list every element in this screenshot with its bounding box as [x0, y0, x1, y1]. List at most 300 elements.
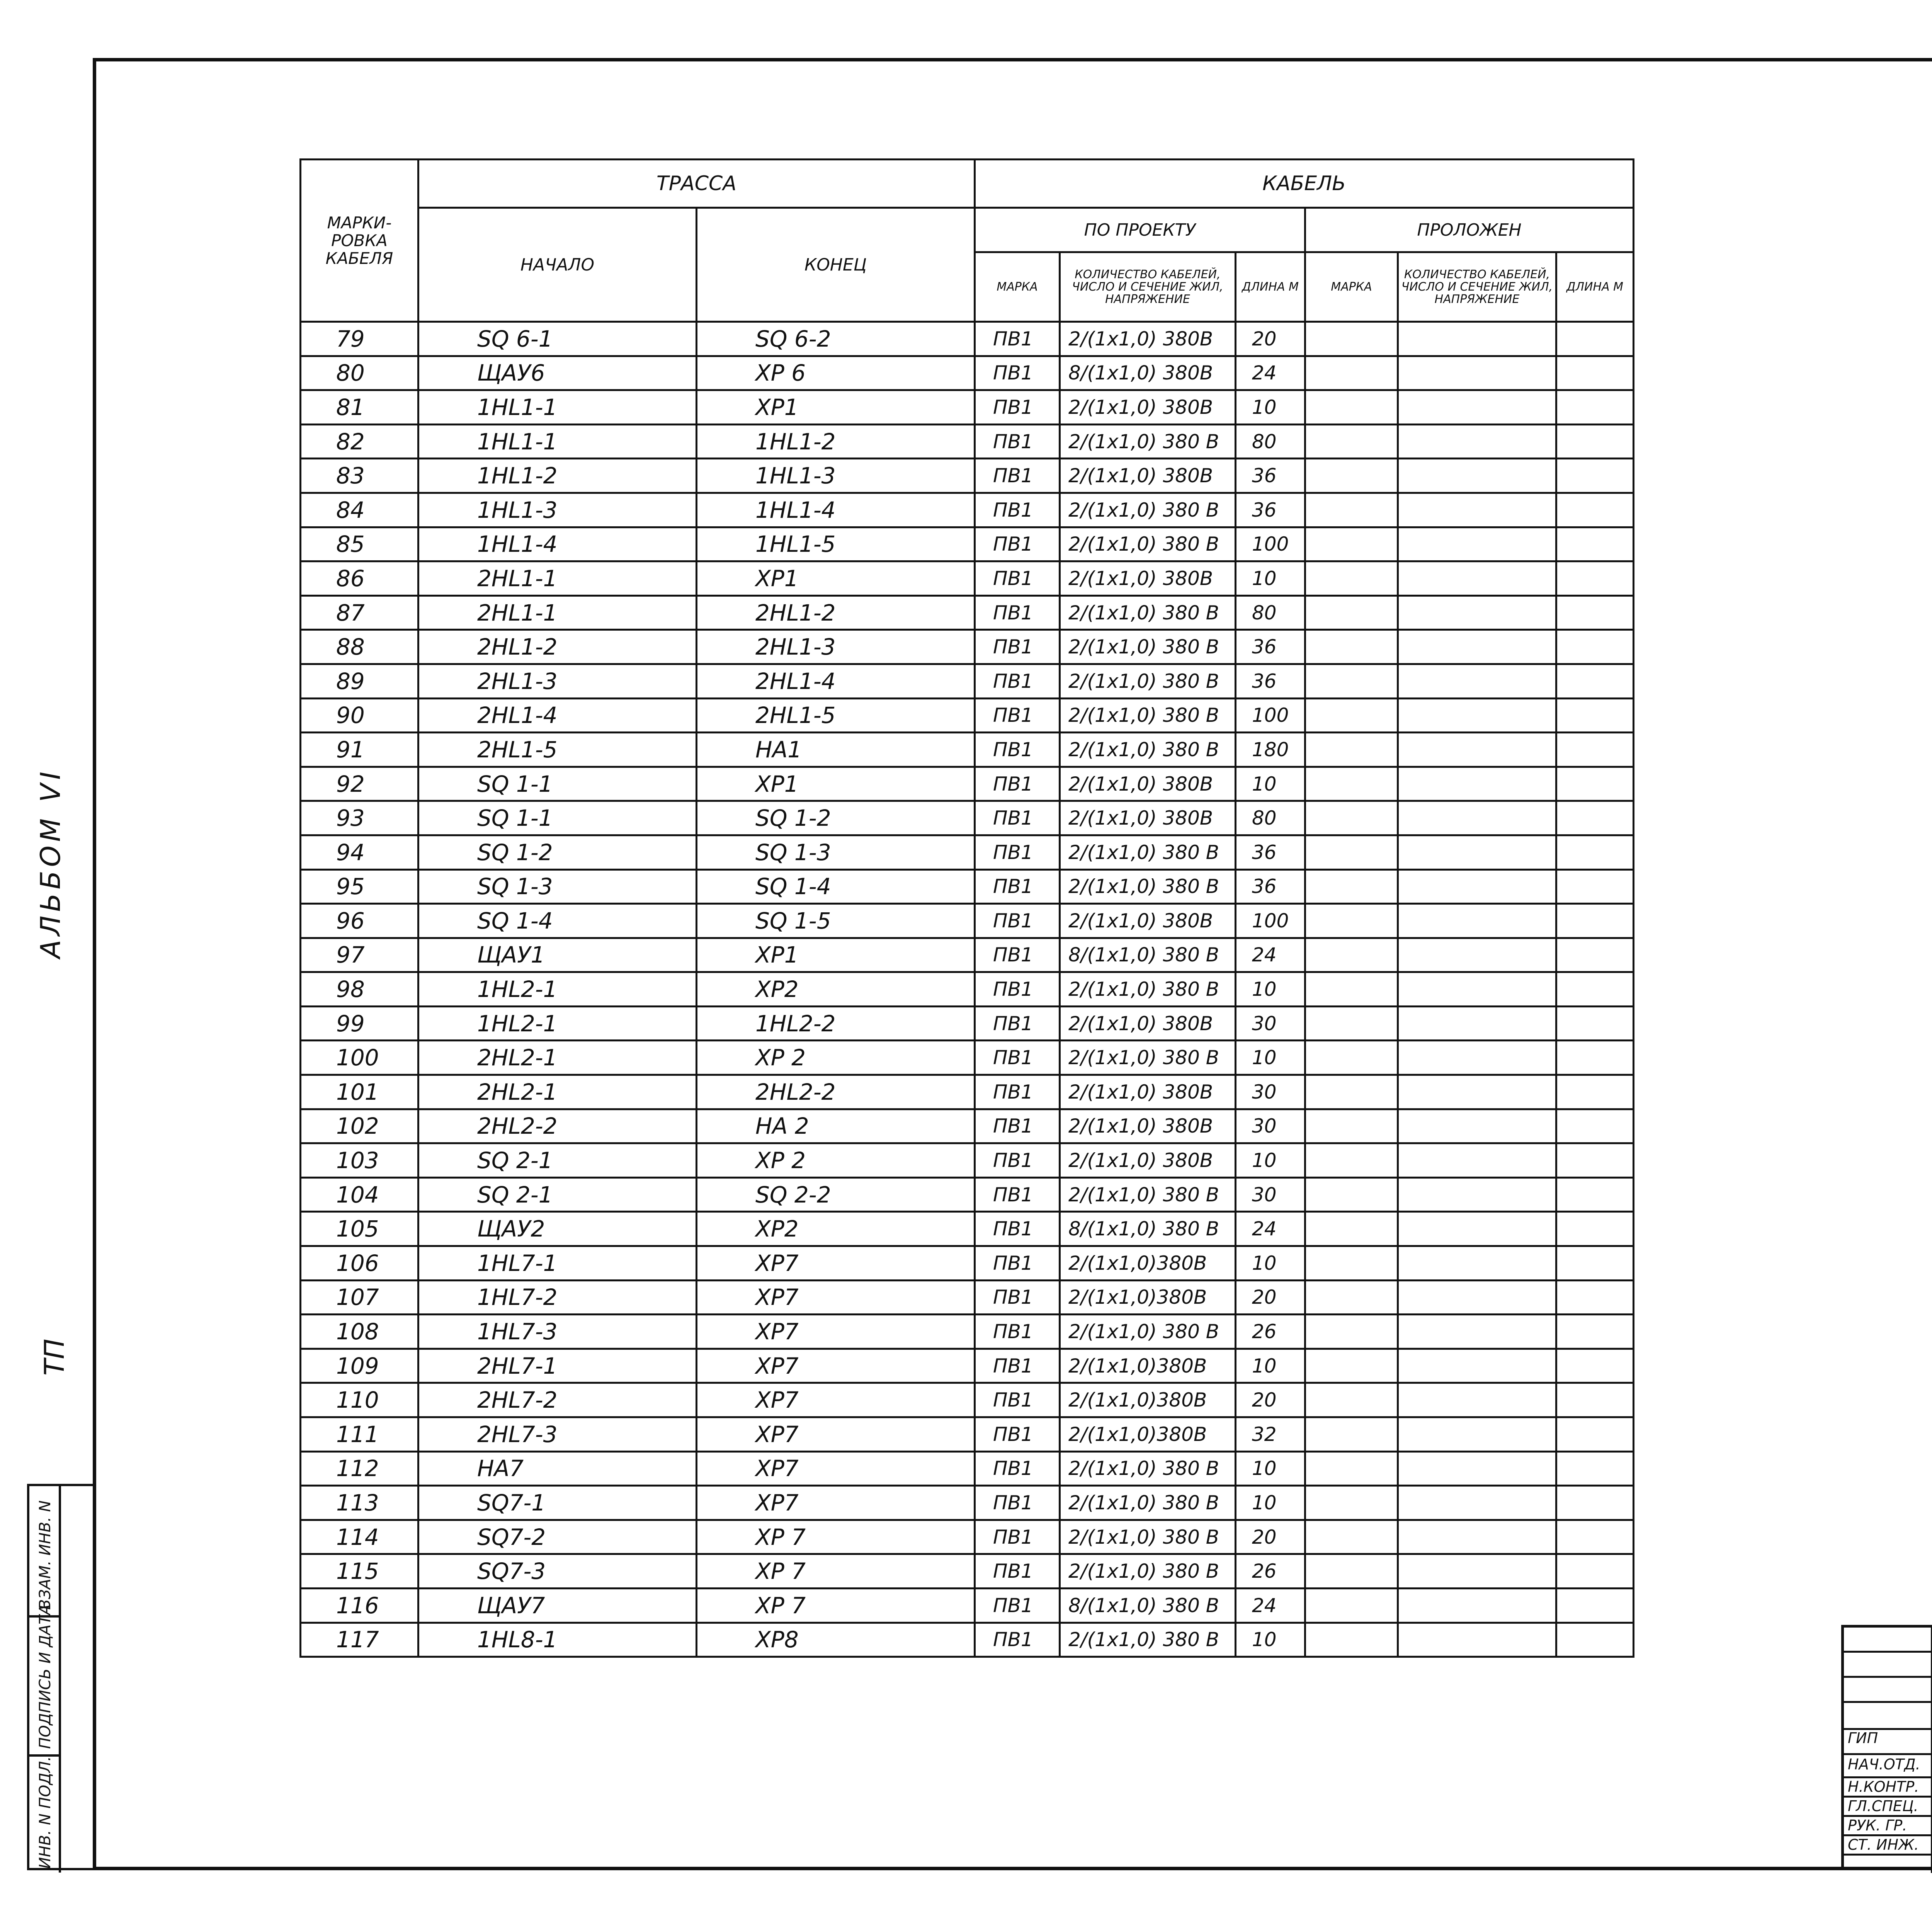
route-end: SQ 1-5 [697, 904, 975, 938]
route-end: ХР7 [697, 1349, 975, 1383]
laid-spec [1398, 1451, 1556, 1486]
table-row [301, 1451, 1634, 1486]
header-end: КОНЕЦ [697, 208, 975, 322]
laid-mark [1305, 1075, 1398, 1109]
laid-mark [1305, 767, 1398, 801]
cable-mark: ПВ1 [975, 1006, 1060, 1041]
laid-spec [1398, 1075, 1556, 1109]
cable-number: 114 [301, 1520, 418, 1554]
cable-mark: ПВ1 [975, 1349, 1060, 1383]
laid-mark [1305, 322, 1398, 356]
cable-number: 79 [301, 322, 418, 356]
route-start: SQ7-1 [418, 1486, 697, 1520]
cable-mark: ПВ1 [975, 1075, 1060, 1109]
header-length-laid: ДЛИНА М [1556, 252, 1634, 322]
tp-label: ТП [39, 1339, 70, 1376]
laid-length [1556, 664, 1634, 698]
cable-length: 20 [1236, 1280, 1305, 1315]
cable-number: 104 [301, 1177, 418, 1212]
cable-spec: 8/(1х1,0) 380 В [1060, 1588, 1236, 1623]
route-start: 2HL1-4 [418, 698, 697, 733]
laid-spec [1398, 1623, 1556, 1657]
cable-number: 89 [301, 664, 418, 698]
cable-mark: ПВ1 [975, 322, 1060, 356]
route-start: 1HL1-2 [418, 459, 697, 493]
strip-label-inventory: ИНВ. N ПОДЛ. [36, 1756, 54, 1869]
laid-mark [1305, 1177, 1398, 1212]
route-end: ХР7 [697, 1383, 975, 1417]
laid-spec [1398, 835, 1556, 869]
cable-length: 10 [1236, 1486, 1305, 1520]
table-row [301, 904, 1634, 938]
table-row [301, 733, 1634, 767]
table-row [301, 664, 1634, 698]
cable-spec: 2/(1х1,0) 380 В [1060, 1486, 1236, 1520]
cable-length: 180 [1236, 733, 1305, 767]
cable-mark: ПВ1 [975, 664, 1060, 698]
cable-spec: 2/(1х1,0) 380В [1060, 1143, 1236, 1178]
route-start: 2HL2-1 [418, 1075, 697, 1109]
table-row [301, 1212, 1634, 1246]
cable-length: 30 [1236, 1006, 1305, 1041]
laid-length [1556, 1109, 1634, 1143]
route-end: SQ 1-3 [697, 835, 975, 869]
cable-number: 87 [301, 595, 418, 630]
laid-spec [1398, 1212, 1556, 1246]
cable-spec: 2/(1х1,0) 380В [1060, 1109, 1236, 1143]
cable-number: 83 [301, 459, 418, 493]
route-start: SQ 2-1 [418, 1143, 697, 1178]
cable-spec: 2/(1х1,0) 380В [1060, 1006, 1236, 1041]
cable-spec: 2/(1х1,0) 380В [1060, 390, 1236, 425]
route-end: ХР 7 [697, 1520, 975, 1554]
route-start: SQ 1-4 [418, 904, 697, 938]
laid-length [1556, 322, 1634, 356]
route-end: 1HL1-2 [697, 424, 975, 459]
cable-spec: 2/(1х1,0) 380В [1060, 561, 1236, 596]
cable-length: 100 [1236, 698, 1305, 733]
route-start: 2HL1-1 [418, 595, 697, 630]
cable-length: 24 [1236, 1588, 1305, 1623]
cable-spec: 2/(1х1,0)380В [1060, 1349, 1236, 1383]
cable-spec: 2/(1х1,0)380В [1060, 1280, 1236, 1315]
laid-mark [1305, 1417, 1398, 1452]
cable-length: 26 [1236, 1315, 1305, 1349]
cable-length: 36 [1236, 630, 1305, 664]
cable-number: 117 [301, 1623, 418, 1657]
route-end: 1HL2-2 [697, 1006, 975, 1041]
table-row [301, 527, 1634, 561]
signatory-role: НАЧ.ОТД. [1848, 1756, 1920, 1773]
cable-mark: ПВ1 [975, 356, 1060, 390]
laid-mark [1305, 664, 1398, 698]
cable-spec: 2/(1х1,0) 380 В [1060, 630, 1236, 664]
laid-mark [1305, 424, 1398, 459]
cable-number: 115 [301, 1554, 418, 1589]
laid-length [1556, 1075, 1634, 1109]
laid-spec [1398, 561, 1556, 596]
header-qty-laid: КОЛИЧЕСТВО КАБЕЛЕЙ, ЧИСЛО И СЕЧЕНИЕ ЖИЛ, НАПРЯЖЕНИЕ [1398, 252, 1556, 322]
route-end: ХР 7 [697, 1554, 975, 1589]
cable-mark: ПВ1 [975, 1143, 1060, 1178]
laid-length [1556, 1143, 1634, 1178]
cable-number: 110 [301, 1383, 418, 1417]
cable-length: 30 [1236, 1177, 1305, 1212]
laid-spec [1398, 527, 1556, 561]
laid-spec [1398, 664, 1556, 698]
laid-mark [1305, 938, 1398, 972]
route-end: 2HL2-2 [697, 1075, 975, 1109]
table-row [301, 595, 1634, 630]
cable-mark: ПВ1 [975, 1041, 1060, 1075]
table-row [301, 1109, 1634, 1143]
laid-mark [1305, 1315, 1398, 1349]
header-mark-laid: МАРКА [1305, 252, 1398, 322]
laid-spec [1398, 1143, 1556, 1178]
cable-length: 36 [1236, 869, 1305, 904]
laid-spec [1398, 1246, 1556, 1281]
table-row [301, 1143, 1634, 1178]
laid-spec [1398, 1280, 1556, 1315]
cable-spec: 2/(1х1,0) 380 В [1060, 835, 1236, 869]
laid-spec [1398, 904, 1556, 938]
cable-number: 109 [301, 1349, 418, 1383]
cable-mark: ПВ1 [975, 459, 1060, 493]
cable-mark: ПВ1 [975, 595, 1060, 630]
table-row [301, 322, 1634, 356]
table-row [301, 1417, 1634, 1452]
signatory-role: ГЛ.СПЕЦ. [1848, 1798, 1918, 1815]
laid-length [1556, 595, 1634, 630]
route-start: 2HL2-2 [418, 1109, 697, 1143]
cable-mark: ПВ1 [975, 1417, 1060, 1452]
cable-length: 20 [1236, 1383, 1305, 1417]
cable-spec: 2/(1х1,0) 380 В [1060, 733, 1236, 767]
cable-length: 30 [1236, 1075, 1305, 1109]
route-end: 1HL1-5 [697, 527, 975, 561]
cable-length: 10 [1236, 767, 1305, 801]
route-end: ХР7 [697, 1246, 975, 1281]
table-row [301, 493, 1634, 527]
laid-length [1556, 972, 1634, 1007]
cable-mark: ПВ1 [975, 904, 1060, 938]
route-start: ЩАУ7 [418, 1588, 697, 1623]
cable-spec: 2/(1х1,0) 380В [1060, 322, 1236, 356]
cable-spec: 2/(1х1,0) 380 В [1060, 869, 1236, 904]
header-marking: МАРКИ-РОВКА КАБЕЛЯ [301, 160, 418, 322]
cable-length: 10 [1236, 1041, 1305, 1075]
cable-number: 82 [301, 424, 418, 459]
table-row [301, 801, 1634, 835]
cable-spec: 2/(1х1,0) 380 В [1060, 595, 1236, 630]
cable-number: 96 [301, 904, 418, 938]
laid-mark [1305, 1486, 1398, 1520]
cable-spec: 2/(1х1,0) 380В [1060, 459, 1236, 493]
cable-length: 80 [1236, 595, 1305, 630]
cable-mark: ПВ1 [975, 698, 1060, 733]
cable-number: 106 [301, 1246, 418, 1281]
route-end: НА1 [697, 733, 975, 767]
route-start: 2HL7-1 [418, 1349, 697, 1383]
laid-spec [1398, 1041, 1556, 1075]
strip-cell-inventory [29, 1757, 61, 1873]
route-end: ХР7 [697, 1417, 975, 1452]
table-row [301, 1520, 1634, 1554]
laid-mark [1305, 561, 1398, 596]
table-row [301, 1006, 1634, 1041]
route-end: ХР 2 [697, 1041, 975, 1075]
album-label: АЛЬБОМ VI [35, 768, 66, 958]
cable-mark: ПВ1 [975, 1520, 1060, 1554]
table-row [301, 1075, 1634, 1109]
laid-length [1556, 1006, 1634, 1041]
cable-length: 10 [1236, 1623, 1305, 1657]
cable-mark: ПВ1 [975, 733, 1060, 767]
cable-mark: ПВ1 [975, 1588, 1060, 1623]
cable-mark: ПВ1 [975, 767, 1060, 801]
table-row [301, 630, 1634, 664]
route-end: ХР7 [697, 1486, 975, 1520]
cable-mark: ПВ1 [975, 869, 1060, 904]
laid-length [1556, 1280, 1634, 1315]
route-start: SQ 1-3 [418, 869, 697, 904]
cable-mark: ПВ1 [975, 493, 1060, 527]
table-row [301, 1280, 1634, 1315]
cable-spec: 2/(1х1,0) 380 В [1060, 527, 1236, 561]
route-start: 2HL7-2 [418, 1383, 697, 1417]
laid-mark [1305, 390, 1398, 425]
cable-mark: ПВ1 [975, 1177, 1060, 1212]
route-start: 1HL7-3 [418, 1315, 697, 1349]
cable-mark: ПВ1 [975, 801, 1060, 835]
cable-number: 101 [301, 1075, 418, 1109]
cable-mark: ПВ1 [975, 1623, 1060, 1657]
laid-mark [1305, 493, 1398, 527]
header-laid: ПРОЛОЖЕН [1305, 208, 1634, 252]
route-end: ХР 6 [697, 356, 975, 390]
route-start: 2HL1-3 [418, 664, 697, 698]
laid-mark [1305, 356, 1398, 390]
route-start: ЩАУ1 [418, 938, 697, 972]
cable-mark: ПВ1 [975, 1280, 1060, 1315]
cable-length: 100 [1236, 904, 1305, 938]
table-row [301, 424, 1634, 459]
cable-number: 105 [301, 1212, 418, 1246]
laid-mark [1305, 595, 1398, 630]
laid-spec [1398, 1109, 1556, 1143]
cable-length: 10 [1236, 390, 1305, 425]
cable-number: 90 [301, 698, 418, 733]
cable-length: 80 [1236, 801, 1305, 835]
laid-length [1556, 459, 1634, 493]
route-end: 2HL1-2 [697, 595, 975, 630]
laid-length [1556, 1520, 1634, 1554]
cable-spec: 2/(1х1,0) 380 В [1060, 1177, 1236, 1212]
laid-mark [1305, 1349, 1398, 1383]
route-end: ХР2 [697, 972, 975, 1007]
laid-mark [1305, 1212, 1398, 1246]
cable-number: 92 [301, 767, 418, 801]
route-start: SQ 2-1 [418, 1177, 697, 1212]
laid-spec [1398, 1383, 1556, 1417]
cable-mark: ПВ1 [975, 835, 1060, 869]
laid-spec [1398, 459, 1556, 493]
cable-length: 20 [1236, 1520, 1305, 1554]
cable-number: 93 [301, 801, 418, 835]
cable-number: 102 [301, 1109, 418, 1143]
cable-length: 24 [1236, 356, 1305, 390]
header-start: НАЧАЛО [418, 208, 697, 322]
table-row [301, 938, 1634, 972]
laid-spec [1398, 1554, 1556, 1589]
header-trassa: ТРАССА [418, 160, 975, 208]
route-end: 2HL1-5 [697, 698, 975, 733]
cable-number: 95 [301, 869, 418, 904]
laid-spec [1398, 390, 1556, 425]
cable-length: 80 [1236, 424, 1305, 459]
table-row [301, 1349, 1634, 1383]
route-start: 1HL7-2 [418, 1280, 697, 1315]
table-row [301, 1177, 1634, 1212]
laid-mark [1305, 1451, 1398, 1486]
cable-number: 94 [301, 835, 418, 869]
cable-mark: ПВ1 [975, 1212, 1060, 1246]
laid-mark [1305, 459, 1398, 493]
cable-number: 80 [301, 356, 418, 390]
table-row [301, 1554, 1634, 1589]
laid-length [1556, 1451, 1634, 1486]
route-end: ХР 7 [697, 1588, 975, 1623]
cable-number: 84 [301, 493, 418, 527]
route-end: НА 2 [697, 1109, 975, 1143]
laid-length [1556, 1383, 1634, 1417]
cable-mark: ПВ1 [975, 972, 1060, 1007]
route-end: 1HL1-3 [697, 459, 975, 493]
laid-length [1556, 904, 1634, 938]
route-start: 2HL2-1 [418, 1041, 697, 1075]
cable-spec: 8/(1х1,0) 380 В [1060, 1212, 1236, 1246]
title-block [1841, 1625, 1932, 1870]
table-row [301, 561, 1634, 596]
strip-label-swap: ВЗАМ. ИНВ. N [36, 1500, 54, 1610]
laid-spec [1398, 801, 1556, 835]
cable-mark: ПВ1 [975, 938, 1060, 972]
route-start: НА7 [418, 1451, 697, 1486]
cable-spec: 2/(1х1,0) 380В [1060, 904, 1236, 938]
cable-spec: 2/(1х1,0) 380В [1060, 767, 1236, 801]
route-end: ХР1 [697, 561, 975, 596]
left-approval-strip [27, 1484, 93, 1870]
cable-length: 24 [1236, 1212, 1305, 1246]
cable-mark: ПВ1 [975, 1383, 1060, 1417]
laid-length [1556, 561, 1634, 596]
laid-length [1556, 630, 1634, 664]
route-start: 2HL7-3 [418, 1417, 697, 1452]
route-start: 1HL7-1 [418, 1246, 697, 1281]
cable-number: 85 [301, 527, 418, 561]
cable-spec: 8/(1х1,0) 380В [1060, 356, 1236, 390]
route-start: ЩАУ6 [418, 356, 697, 390]
route-end: 1HL1-4 [697, 493, 975, 527]
laid-mark [1305, 1588, 1398, 1623]
table-row [301, 869, 1634, 904]
header-qty: КОЛИЧЕСТВО КАБЕЛЕЙ, ЧИСЛО И СЕЧЕНИЕ ЖИЛ, НАПРЯЖЕНИЕ [1060, 252, 1236, 322]
cable-spec: 2/(1х1,0) 380В [1060, 1075, 1236, 1109]
laid-mark [1305, 835, 1398, 869]
route-end: ХР1 [697, 390, 975, 425]
route-start: SQ 6-1 [418, 322, 697, 356]
cable-number: 112 [301, 1451, 418, 1486]
laid-length [1556, 527, 1634, 561]
laid-spec [1398, 1588, 1556, 1623]
cable-spec: 2/(1х1,0) 380 В [1060, 1451, 1236, 1486]
cable-length: 100 [1236, 527, 1305, 561]
laid-mark [1305, 527, 1398, 561]
cable-mark: ПВ1 [975, 390, 1060, 425]
cable-spec: 2/(1х1,0) 380 В [1060, 493, 1236, 527]
cable-length: 24 [1236, 938, 1305, 972]
laid-mark [1305, 1623, 1398, 1657]
laid-spec [1398, 493, 1556, 527]
laid-length [1556, 1588, 1634, 1623]
laid-spec [1398, 1177, 1556, 1212]
laid-spec [1398, 595, 1556, 630]
header-length: ДЛИНА М [1236, 252, 1305, 322]
route-start: 2HL1-1 [418, 561, 697, 596]
cable-spec: 2/(1х1,0)380В [1060, 1417, 1236, 1452]
route-start: 2HL1-2 [418, 630, 697, 664]
route-end: ХР2 [697, 1212, 975, 1246]
cable-number: 99 [301, 1006, 418, 1041]
route-end: SQ 1-4 [697, 869, 975, 904]
cable-spec: 2/(1х1,0) 380 В [1060, 1520, 1236, 1554]
laid-length [1556, 1315, 1634, 1349]
laid-mark [1305, 733, 1398, 767]
laid-spec [1398, 1417, 1556, 1452]
table-row [301, 972, 1634, 1007]
cable-number: 100 [301, 1041, 418, 1075]
laid-length [1556, 869, 1634, 904]
header-mark: МАРКА [975, 252, 1060, 322]
laid-spec [1398, 869, 1556, 904]
cable-journal-table [299, 158, 1634, 1658]
laid-length [1556, 938, 1634, 972]
laid-length [1556, 390, 1634, 425]
route-end: 2HL1-3 [697, 630, 975, 664]
cable-length: 26 [1236, 1554, 1305, 1589]
laid-spec [1398, 1520, 1556, 1554]
route-end: ХР 2 [697, 1143, 975, 1178]
strip-cell-swap [29, 1486, 61, 1618]
route-end: SQ 6-2 [697, 322, 975, 356]
laid-spec [1398, 1486, 1556, 1520]
laid-mark [1305, 869, 1398, 904]
route-end: ХР8 [697, 1623, 975, 1657]
cable-length: 10 [1236, 1451, 1305, 1486]
cable-spec: 2/(1х1,0) 380 В [1060, 1623, 1236, 1657]
table-row [301, 1623, 1634, 1657]
cable-number: 116 [301, 1588, 418, 1623]
cable-number: 91 [301, 733, 418, 767]
table-row [301, 767, 1634, 801]
route-end: ХР7 [697, 1451, 975, 1486]
cable-length: 36 [1236, 493, 1305, 527]
cable-length: 10 [1236, 1143, 1305, 1178]
route-end: SQ 1-2 [697, 801, 975, 835]
cable-length: 36 [1236, 459, 1305, 493]
table-row [301, 1588, 1634, 1623]
laid-length [1556, 1349, 1634, 1383]
